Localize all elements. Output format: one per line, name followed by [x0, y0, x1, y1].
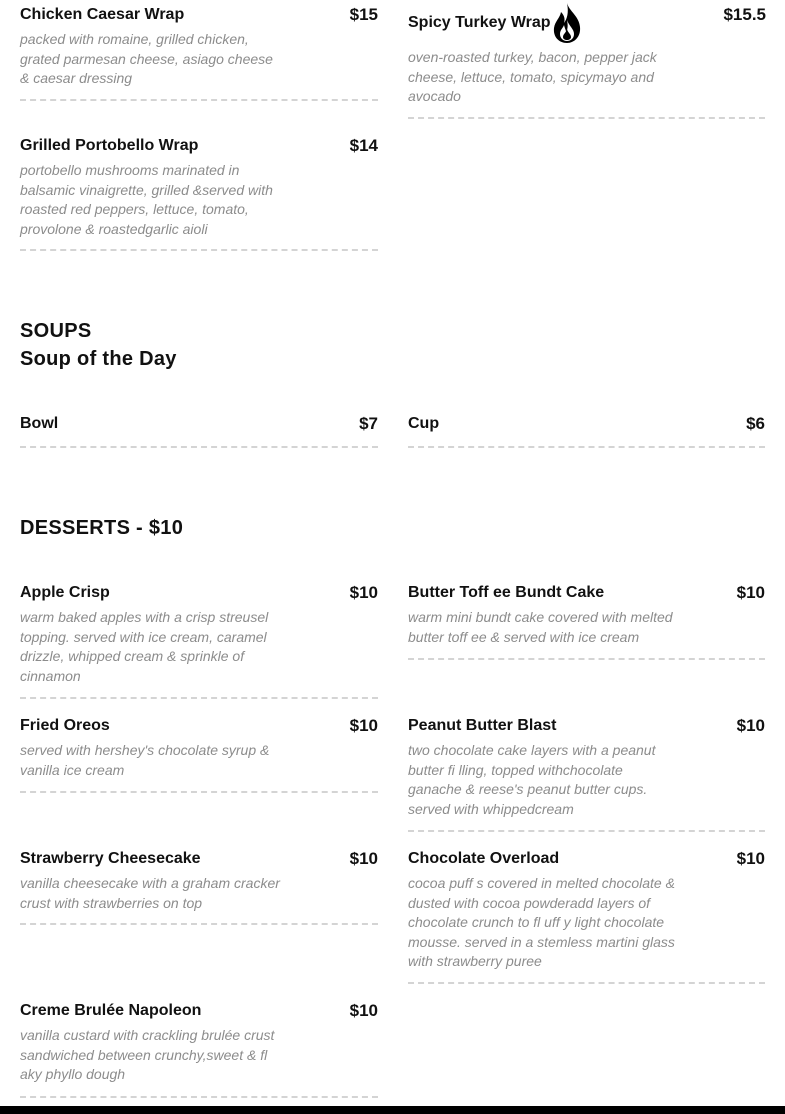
item-price: $6 [746, 414, 765, 433]
dashed-divider [20, 249, 378, 251]
item-price: $10 [736, 583, 765, 602]
item-price: $10 [736, 849, 765, 868]
item-description: vanilla cheesecake with a graham cracker crust with strawberries on top [20, 875, 280, 911]
item-name: Strawberry Cheesecake [20, 850, 201, 867]
item-name: Grilled Portobello Wrap [20, 137, 199, 154]
item-price: $7 [359, 414, 378, 433]
dashed-divider [408, 117, 765, 119]
item-price: $10 [349, 716, 378, 735]
item-description: warm baked apples with a crisp streusel topping. served with ice cream, caramel drizzle, whipped cream & sprinkle of cinnamon [20, 609, 269, 684]
item-name: Spicy Turkey Wrap [408, 14, 551, 31]
item-name: Peanut Butter Blast [408, 717, 557, 734]
item-name: Bowl [20, 415, 59, 432]
dashed-divider [20, 923, 378, 925]
item-name: Chicken Caesar Wrap [20, 6, 185, 23]
dashed-divider [408, 830, 765, 832]
dashed-divider [408, 658, 765, 660]
item-price: $10 [349, 583, 378, 602]
item-name: Chocolate Overload [408, 850, 560, 867]
section-title-desserts: DESSERTS - $10 [20, 517, 184, 539]
item-price: $10 [349, 1001, 378, 1020]
item-name: Butter Toff ee Bundt Cake [408, 584, 605, 601]
item-description: warm mini bundt cake covered with melted butter toff ee & served with ice cream [408, 609, 673, 645]
item-name: Creme Brulée Napoleon [20, 1002, 202, 1019]
dashed-divider [20, 1096, 378, 1098]
item-price: $10 [349, 849, 378, 868]
item-description: two chocolate cake layers with a peanut butter fi lling, topped withchocolate ganache & reese's peanut butter cups. served with whippedcream [408, 742, 656, 817]
dashed-divider [20, 697, 378, 699]
item-description: portobello mushrooms marinated in balsamic vinaigrette, grilled &served with roasted red peppers, lettuce, tomato, provolone & roastedgarlic aioli [20, 162, 273, 237]
section-subtitle-soup-of-the-day: Soup of the Day [20, 348, 177, 370]
dashed-divider [408, 982, 765, 984]
item-description: packed with romaine, grilled chicken, grated parmesan cheese, asiago cheese & caesar dressing [20, 31, 273, 87]
item-name: Apple Crisp [20, 584, 110, 601]
fire-icon [550, 2, 584, 44]
item-price: $15.5 [723, 5, 766, 24]
dashed-divider [20, 791, 378, 793]
item-description: vanilla custard with crackling brulée crust sandwiched between crunchy,sweet & fl aky phyllo dough [20, 1027, 275, 1083]
item-description: cocoa puff s covered in melted chocolate & dusted with cocoa powderadd layers of chocolate crunch to fl uff y light chocolate mousse. served in a stemless martini glass with strawberry puree [408, 875, 675, 970]
item-description: served with hershey's chocolate syrup & vanilla ice cream [20, 742, 270, 778]
item-name: Fried Oreos [20, 717, 110, 734]
dashed-divider [20, 446, 378, 448]
section-title-soups: SOUPS [20, 320, 92, 342]
item-price: $15 [349, 5, 378, 24]
dashed-divider [20, 99, 378, 101]
item-description: oven-roasted turkey, bacon, pepper jack cheese, lettuce, tomato, spicymayo and avocado [408, 49, 657, 105]
item-price: $14 [349, 136, 378, 155]
item-price: $10 [736, 716, 765, 735]
dashed-divider [408, 446, 765, 448]
page-bottom-bar [0, 1106, 785, 1114]
item-name: Cup [408, 415, 440, 432]
